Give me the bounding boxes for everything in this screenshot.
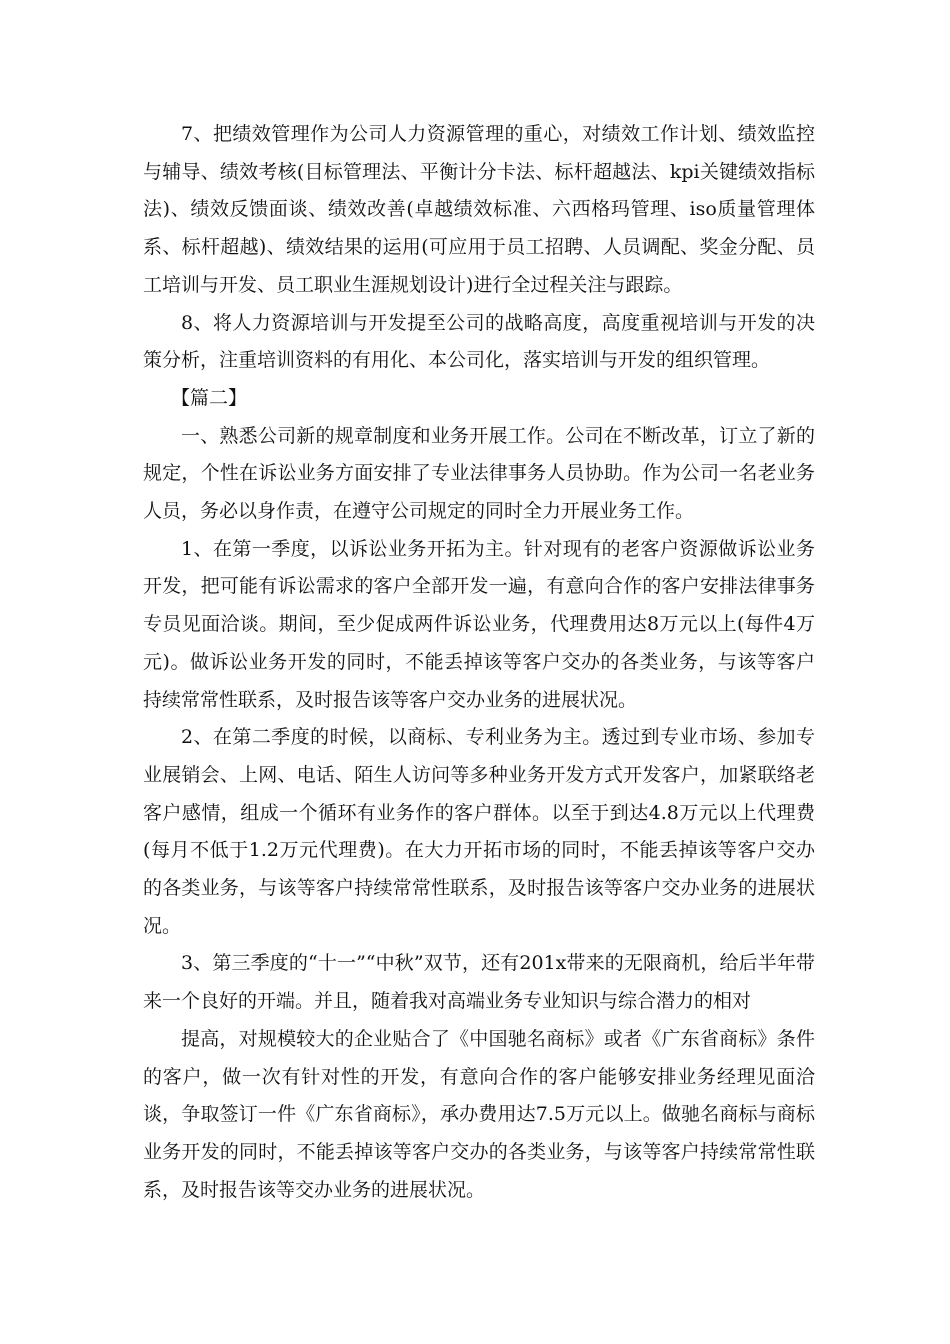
document-body — [143, 116, 815, 1209]
paragraph-q2: 2、在第二季度的时候，以商标、专利业务为主。透过到专业市场、参加专业展销会、上网、电话、陌生人访问等多种业务开发方式开发客户，加紧联络老客户感情，组成一个循环有业务作的客户群体。以至于到达4.8万元以上代理费(每月不低于1.2万元代理费)。在大力开拓市场的同时，不能丢掉该等客户交办的各类业务，与该等客户持续常常性联系，及时报告该等客户交办业务的进展状况。 — [143, 726, 815, 937]
paragraph-section-one: 一、熟悉公司新的规章制度和业务开展工作。公司在不断改革，订立了新的规定，个性在诉讼业务方面安排了专业法律事务人员协助。作为公司一名老业务人员，务必以身作责，在遵守公司规定的同时全力开展业务工作。 — [143, 424, 815, 523]
paragraph-q3: 3、第三季度的“十一”“中秋”双节，还有201x带来的无限商机，给后半年带来一个良好的开端。并且，随着我对高端业务专业知识与综合潜力的相对 — [143, 952, 815, 1013]
paragraph-q1: 1、在第一季度，以诉讼业务开拓为主。针对现有的老客户资源做诉讼业务开发，把可能有诉讼需求的客户全部开发一遍，有意向合作的客户安排法律事务专员见面洽谈。期间，至少促成两件诉讼业务，代理费用达8万元以上(每件4万元)。做诉讼业务开发的同时，不能丢掉该等客户交办的各类业务，与该等客户持续常常性联系，及时报告该等客户交办业务的进展状况。 — [143, 537, 815, 711]
paragraph-item-8: 8、将人力资源培训与开发提至公司的战略高度，高度重视培训与开发的决策分析，注重培训资料的有用化、本公司化，落实培训与开发的组织管理。 — [143, 311, 815, 372]
paragraph-item-7: 7、把绩效管理作为公司人力资源管理的重心，对绩效工作计划、绩效监控与辅导、绩效考核(目标管理法、平衡计分卡法、标杆超越法、kpi关键绩效指标法)、绩效反馈面谈、绩效改善(卓越绩效标准、六西格玛管理、iso质量管理体系、标杆超越)、绩效结果的运用(可应用于员工招聘、人员调配、奖金分配、员工培训与开发、员工职业生涯规划设计)进行全过程关注与跟踪。 — [143, 123, 815, 296]
paragraph-q3-continued: 提高，对规模较大的企业贴合了《中国驰名商标》或者《广东省商标》条件的客户，做一次有针对性的开发，有意向合作的客户能够安排业务经理见面洽谈，争取签订一件《广东省商标》，承办费用达7.5万元以上。做驰名商标与商标业务开发的同时，不能丢掉该等客户交办的各类业务，与该等客户持续常常性联系，及时报告该等交办业务的进展状况。 — [143, 1027, 815, 1201]
section-heading-part-two: 【篇二】 — [171, 386, 248, 409]
